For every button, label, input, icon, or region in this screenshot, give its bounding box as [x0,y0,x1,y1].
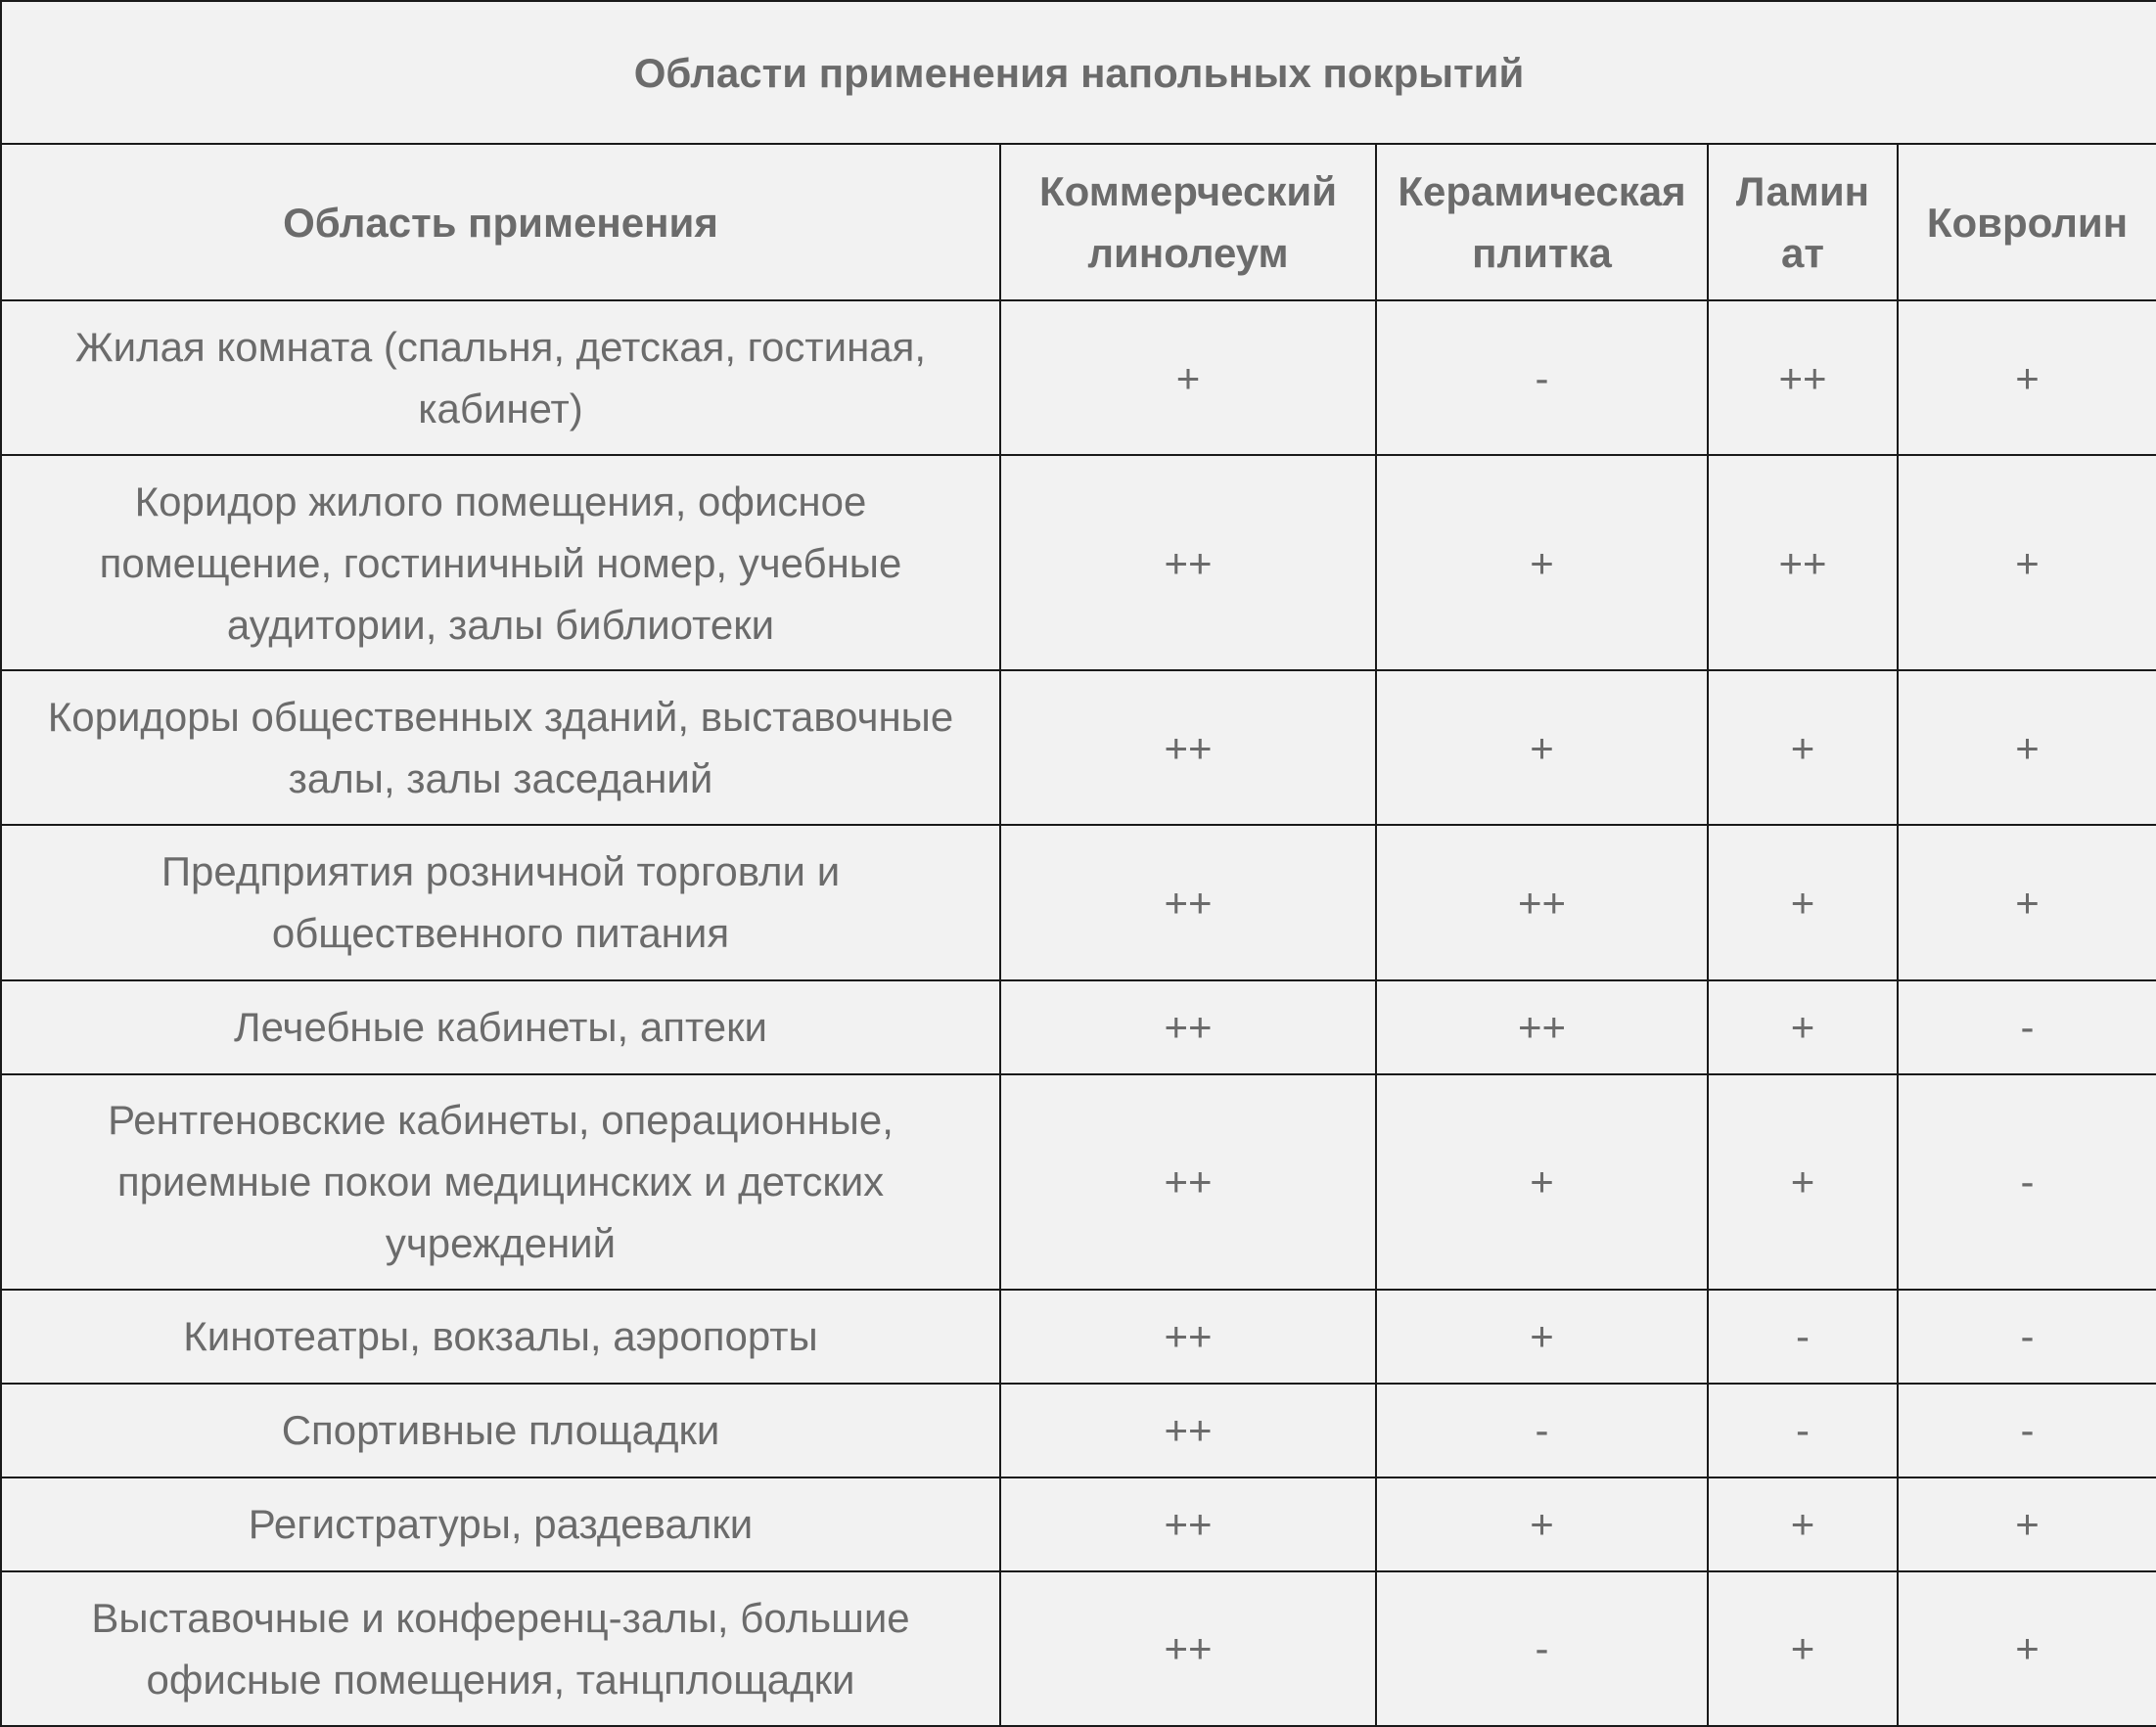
rating-cell-carpet: - [1898,1074,2156,1290]
table-row [1,1571,2156,1726]
rating-cell-ceramic-tile: + [1376,1074,1708,1290]
rating-cell-carpet: + [1898,300,2156,455]
rating-cell-laminate: + [1708,1571,1898,1726]
rating-cell-linoleum: ++ [1000,825,1376,979]
rating-cell-ceramic-tile: - [1376,1571,1708,1726]
rating-cell-linoleum: ++ [1000,1074,1376,1290]
rating-cell-carpet: + [1898,1571,2156,1726]
rating-cell-ceramic-tile: - [1376,1384,1708,1477]
table-row [1,300,2156,455]
rating-cell-ceramic-tile: ++ [1376,825,1708,979]
table-row [1,670,2156,825]
table-row [1,980,2156,1074]
rating-cell-carpet: - [1898,1384,2156,1477]
rating-cell-linoleum: ++ [1000,455,1376,670]
rating-cell-ceramic-tile: + [1376,670,1708,825]
rating-cell-carpet: + [1898,670,2156,825]
column-header-ceramic-tile: Керамическая плитка [1376,144,1708,300]
table-row [1,455,2156,670]
rating-cell-linoleum: ++ [1000,1290,1376,1384]
table-row [1,825,2156,979]
column-header-area: Область применения [1,144,1000,300]
area-cell: Кинотеатры, вокзалы, аэропорты [1,1290,1000,1384]
rating-cell-ceramic-tile: + [1376,1290,1708,1384]
table-row [1,1290,2156,1384]
rating-cell-carpet: - [1898,1290,2156,1384]
rating-cell-carpet: + [1898,455,2156,670]
rating-cell-laminate: + [1708,1477,1898,1571]
area-cell: Спортивные площадки [1,1384,1000,1477]
table-row [1,1074,2156,1290]
rating-cell-laminate: - [1708,1384,1898,1477]
rating-cell-ceramic-tile: ++ [1376,980,1708,1074]
table-title: Области применения напольных покрытий [1,1,2156,144]
table-row [1,1384,2156,1477]
rating-cell-ceramic-tile: - [1376,300,1708,455]
area-cell: Коридоры общественных зданий, выставочные залы, залы заседаний [1,670,1000,825]
rating-cell-carpet: + [1898,1477,2156,1571]
title-row [1,1,2156,144]
rating-cell-laminate: ++ [1708,455,1898,670]
rating-cell-laminate: + [1708,1074,1898,1290]
area-cell: Лечебные кабинеты, аптеки [1,980,1000,1074]
rating-cell-linoleum: ++ [1000,1384,1376,1477]
rating-cell-laminate: + [1708,670,1898,825]
rating-cell-linoleum: ++ [1000,670,1376,825]
column-header-linoleum: Коммерческий линолеум [1000,144,1376,300]
area-cell: Рентгеновские кабинеты, операционные, приемные покои медицинских и детских учреждений [1,1074,1000,1290]
rating-cell-linoleum: + [1000,300,1376,455]
header-row [1,144,2156,300]
rating-cell-ceramic-tile: + [1376,1477,1708,1571]
table-body [1,300,2156,1726]
column-header-carpet: Ковролин [1898,144,2156,300]
area-cell: Предприятия розничной торговли и общественного питания [1,825,1000,979]
column-header-laminate: Ламин ат [1708,144,1898,300]
rating-cell-carpet: + [1898,825,2156,979]
rating-cell-laminate: - [1708,1290,1898,1384]
area-cell: Жилая комната (спальня, детская, гостиная, кабинет) [1,300,1000,455]
rating-cell-carpet: - [1898,980,2156,1074]
rating-cell-laminate: + [1708,825,1898,979]
area-cell: Регистратуры, раздевалки [1,1477,1000,1571]
table-row [1,1477,2156,1571]
rating-cell-ceramic-tile: + [1376,455,1708,670]
rating-cell-linoleum: ++ [1000,1571,1376,1726]
area-cell: Выставочные и конференц-залы, большие офисные помещения, танцплощадки [1,1571,1000,1726]
area-cell: Коридор жилого помещения, офисное помещение, гостиничный номер, учебные аудитории, залы библиотеки [1,455,1000,670]
rating-cell-linoleum: ++ [1000,1477,1376,1571]
rating-cell-laminate: + [1708,980,1898,1074]
rating-cell-laminate: ++ [1708,300,1898,455]
rating-cell-linoleum: ++ [1000,980,1376,1074]
